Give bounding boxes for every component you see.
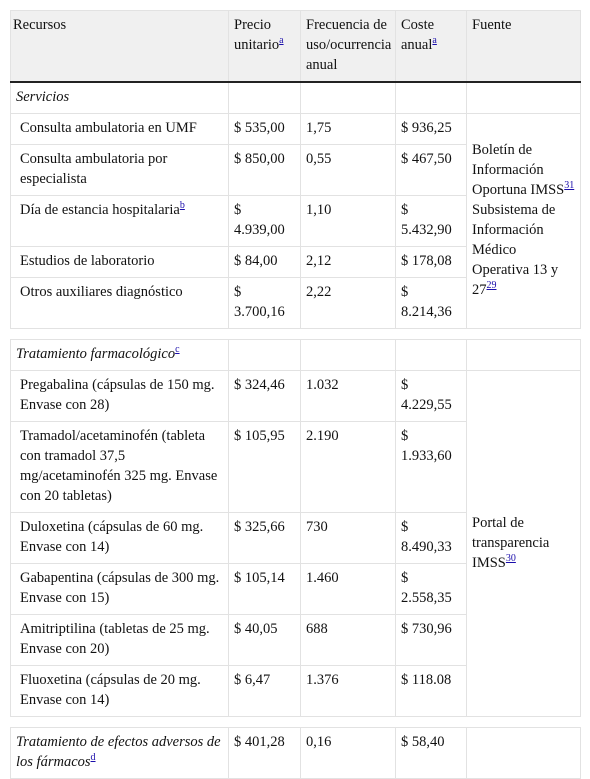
cost-cell: $ 467,50 xyxy=(396,145,467,196)
header-recursos: Recursos xyxy=(11,11,229,83)
footnote-link[interactable]: b xyxy=(179,200,185,212)
spacer-row xyxy=(11,717,581,728)
resource-cell: Gabapentina (cápsulas de 300 mg. Envase con 15) xyxy=(11,564,229,615)
frequency-cell: 1.376 xyxy=(301,666,396,717)
source-cell: Portal de transparencia IMSS$^{30}$ xyxy=(467,371,581,717)
frequency-cell: 2,12 xyxy=(301,247,396,278)
resource-cell: Consulta ambulatoria por especialista xyxy=(11,145,229,196)
resource-cell: Estudios de laboratorio xyxy=(11,247,229,278)
section-title: Tratamiento de efectos adversos de los fármacos$^d$ xyxy=(11,728,229,779)
table-row xyxy=(11,114,581,145)
frequency-cell: 2,22 xyxy=(301,278,396,329)
reference-link[interactable]: 31 xyxy=(564,180,575,192)
table-row xyxy=(11,371,581,422)
resource-cell: Día de estancia hospitalaria$^b$ xyxy=(11,196,229,247)
cost-cell: $ 8.490,33 xyxy=(396,513,467,564)
resource-cell: Amitriptilina (tabletas de 25 mg. Envase con 20) xyxy=(11,615,229,666)
price-cell: $ 105,95 xyxy=(229,422,301,513)
cost-cell: $ 936,25 xyxy=(396,114,467,145)
reference-link[interactable]: 29 xyxy=(486,280,497,292)
frequency-cell: 1.032 xyxy=(301,371,396,422)
cost-cell: $ 58,40 xyxy=(396,728,467,779)
resource-cell: Fluoxetina (cápsulas de 20 mg. Envase con 14) xyxy=(11,666,229,717)
price-cell: $ 84,00 xyxy=(229,247,301,278)
frequency-cell: 730 xyxy=(301,513,396,564)
cost-cell: $ 5.432,90 xyxy=(396,196,467,247)
header-frecuencia: Frecuencia de uso/ocurrencia anual xyxy=(301,11,396,83)
price-cell: $ 3.700,16 xyxy=(229,278,301,329)
footnote-link[interactable]: d xyxy=(90,752,96,764)
resource-cell: Tramadol/acetaminofén (tableta con tramadol 37,5 mg/acetaminofén 325 mg. Envase con 20 tabletas) xyxy=(11,422,229,513)
cost-cell: $ 8.214,36 xyxy=(396,278,467,329)
section-title: Servicios xyxy=(11,82,229,114)
footnote-link[interactable]: a xyxy=(432,35,437,47)
price-cell: $ 4.939,00 xyxy=(229,196,301,247)
cost-cell: $ 4.229,55 xyxy=(396,371,467,422)
frequency-cell: 0,55 xyxy=(301,145,396,196)
resource-cell: Otros auxiliares diagnóstico xyxy=(11,278,229,329)
header-precio: Precio unitario$^a$ xyxy=(229,11,301,83)
reference-link[interactable]: 30 xyxy=(505,552,516,564)
frequency-cell: 2.190 xyxy=(301,422,396,513)
price-cell: $ 325,66 xyxy=(229,513,301,564)
price-cell: $ 40,05 xyxy=(229,615,301,666)
frequency-cell: 688 xyxy=(301,615,396,666)
footnote-link[interactable]: a xyxy=(279,35,284,47)
price-cell: $ 6,47 xyxy=(229,666,301,717)
price-cell: $ 105,14 xyxy=(229,564,301,615)
resource-cell: Pregabalina (cápsulas de 150 mg. Envase con 28) xyxy=(11,371,229,422)
cost-cell: $ 730,96 xyxy=(396,615,467,666)
spacer-row xyxy=(11,329,581,340)
cost-cell: $ 2.558,35 xyxy=(396,564,467,615)
section-row-tratamiento xyxy=(11,340,581,371)
price-cell: $ 850,00 xyxy=(229,145,301,196)
source-cell: Boletín de Información Oportuna IMSS$^{31}$ Subsistema de Información Médico Operativa 13 y $27^{29}$ xyxy=(467,114,581,329)
price-cell: $ 535,00 xyxy=(229,114,301,145)
header-coste: Coste anual$^a$ xyxy=(396,11,467,83)
price-cell: $ 324,46 xyxy=(229,371,301,422)
frequency-cell: 1.460 xyxy=(301,564,396,615)
header-fuente: Fuente xyxy=(467,11,581,83)
frequency-cell: 1,10 xyxy=(301,196,396,247)
resource-cell: Consulta ambulatoria en UMF xyxy=(11,114,229,145)
cost-cell: $ 178,08 xyxy=(396,247,467,278)
frequency-cell: 0,16 xyxy=(301,728,396,779)
cost-cell: $ 118.08 xyxy=(396,666,467,717)
section-row-servicios xyxy=(11,82,581,114)
costs-table xyxy=(10,10,581,779)
resource-cell: Duloxetina (cápsulas de 60 mg. Envase con 14) xyxy=(11,513,229,564)
footnote-link[interactable]: c xyxy=(175,344,180,356)
frequency-cell: 1,75 xyxy=(301,114,396,145)
price-cell: $ 401,28 xyxy=(229,728,301,779)
section-title: Tratamiento farmacológico$^c$ xyxy=(11,340,229,371)
table-header-row xyxy=(11,11,581,83)
cost-cell: $ 1.933,60 xyxy=(396,422,467,513)
